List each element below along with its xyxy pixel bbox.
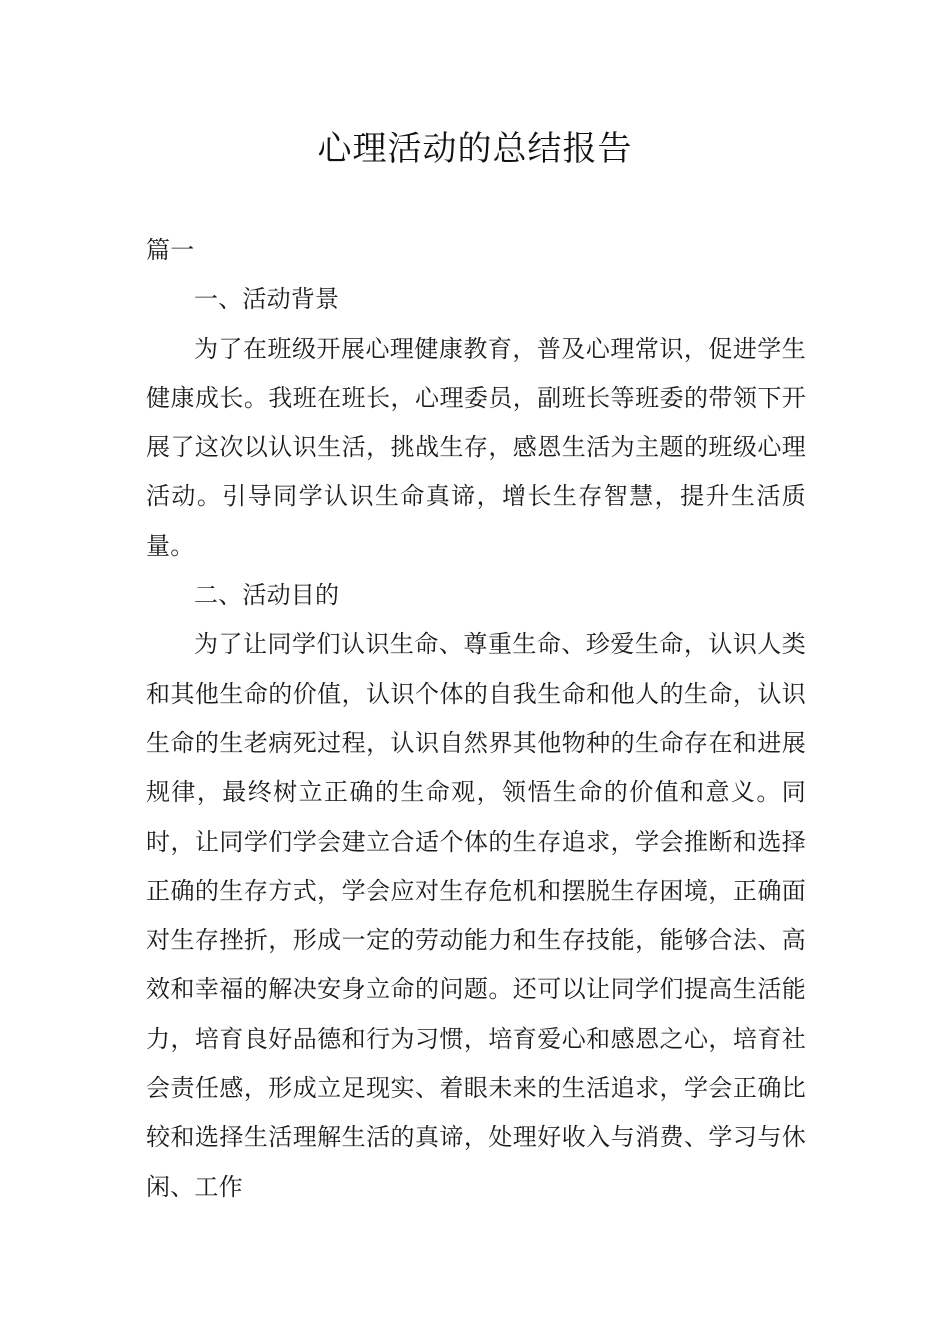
heading-background: 一、活动背景 [194,285,340,314]
section-label: 篇一 [146,236,195,264]
paragraph-background: 为了在班级开展心理健康教育，普及心理常识，促进学生健康成长。我班在班长，心理委员，副班长等班委的带领下开展了这次以认识生活，挑战生存，感恩生活为主题的班级心理活动。引导同学认识生命真谛，增长生存智慧，提升生活质量。 [146,334,806,560]
paragraph-purpose: 为了让同学们认识生命、尊重生命、珍爱生命，认识人类和其他生命的价值，认识个体的自我生命和他人的生命，认识生命的生老病死过程，认识自然界其他物种的生命存在和进展规律，最终树立正确的生命观，领悟生命的价值和意义。同时，让同学们学会建立合适个体的生存追求，学会推断和选择正确的生存方式，学会应对生存危机和摆脱生存困境，正确面对生存挫折，形成一定的劳动能力和生存技能，能够合法、高效和幸福的解决安身立命的问题。还可以让同学们提高生活能力，培育良好品德和行为习惯，培育爱心和感恩之心，培育社会责任感，形成立足现实、着眼未来的生活追求，学会正确比较和选择生活理解生活的真谛，处理好收入与消费、学习与休闲、工作 [146,630,806,1201]
document-body [146,226,806,1212]
heading-purpose: 二、活动目的 [194,581,340,610]
document-title: 心理活动的总结报告 [317,129,633,169]
